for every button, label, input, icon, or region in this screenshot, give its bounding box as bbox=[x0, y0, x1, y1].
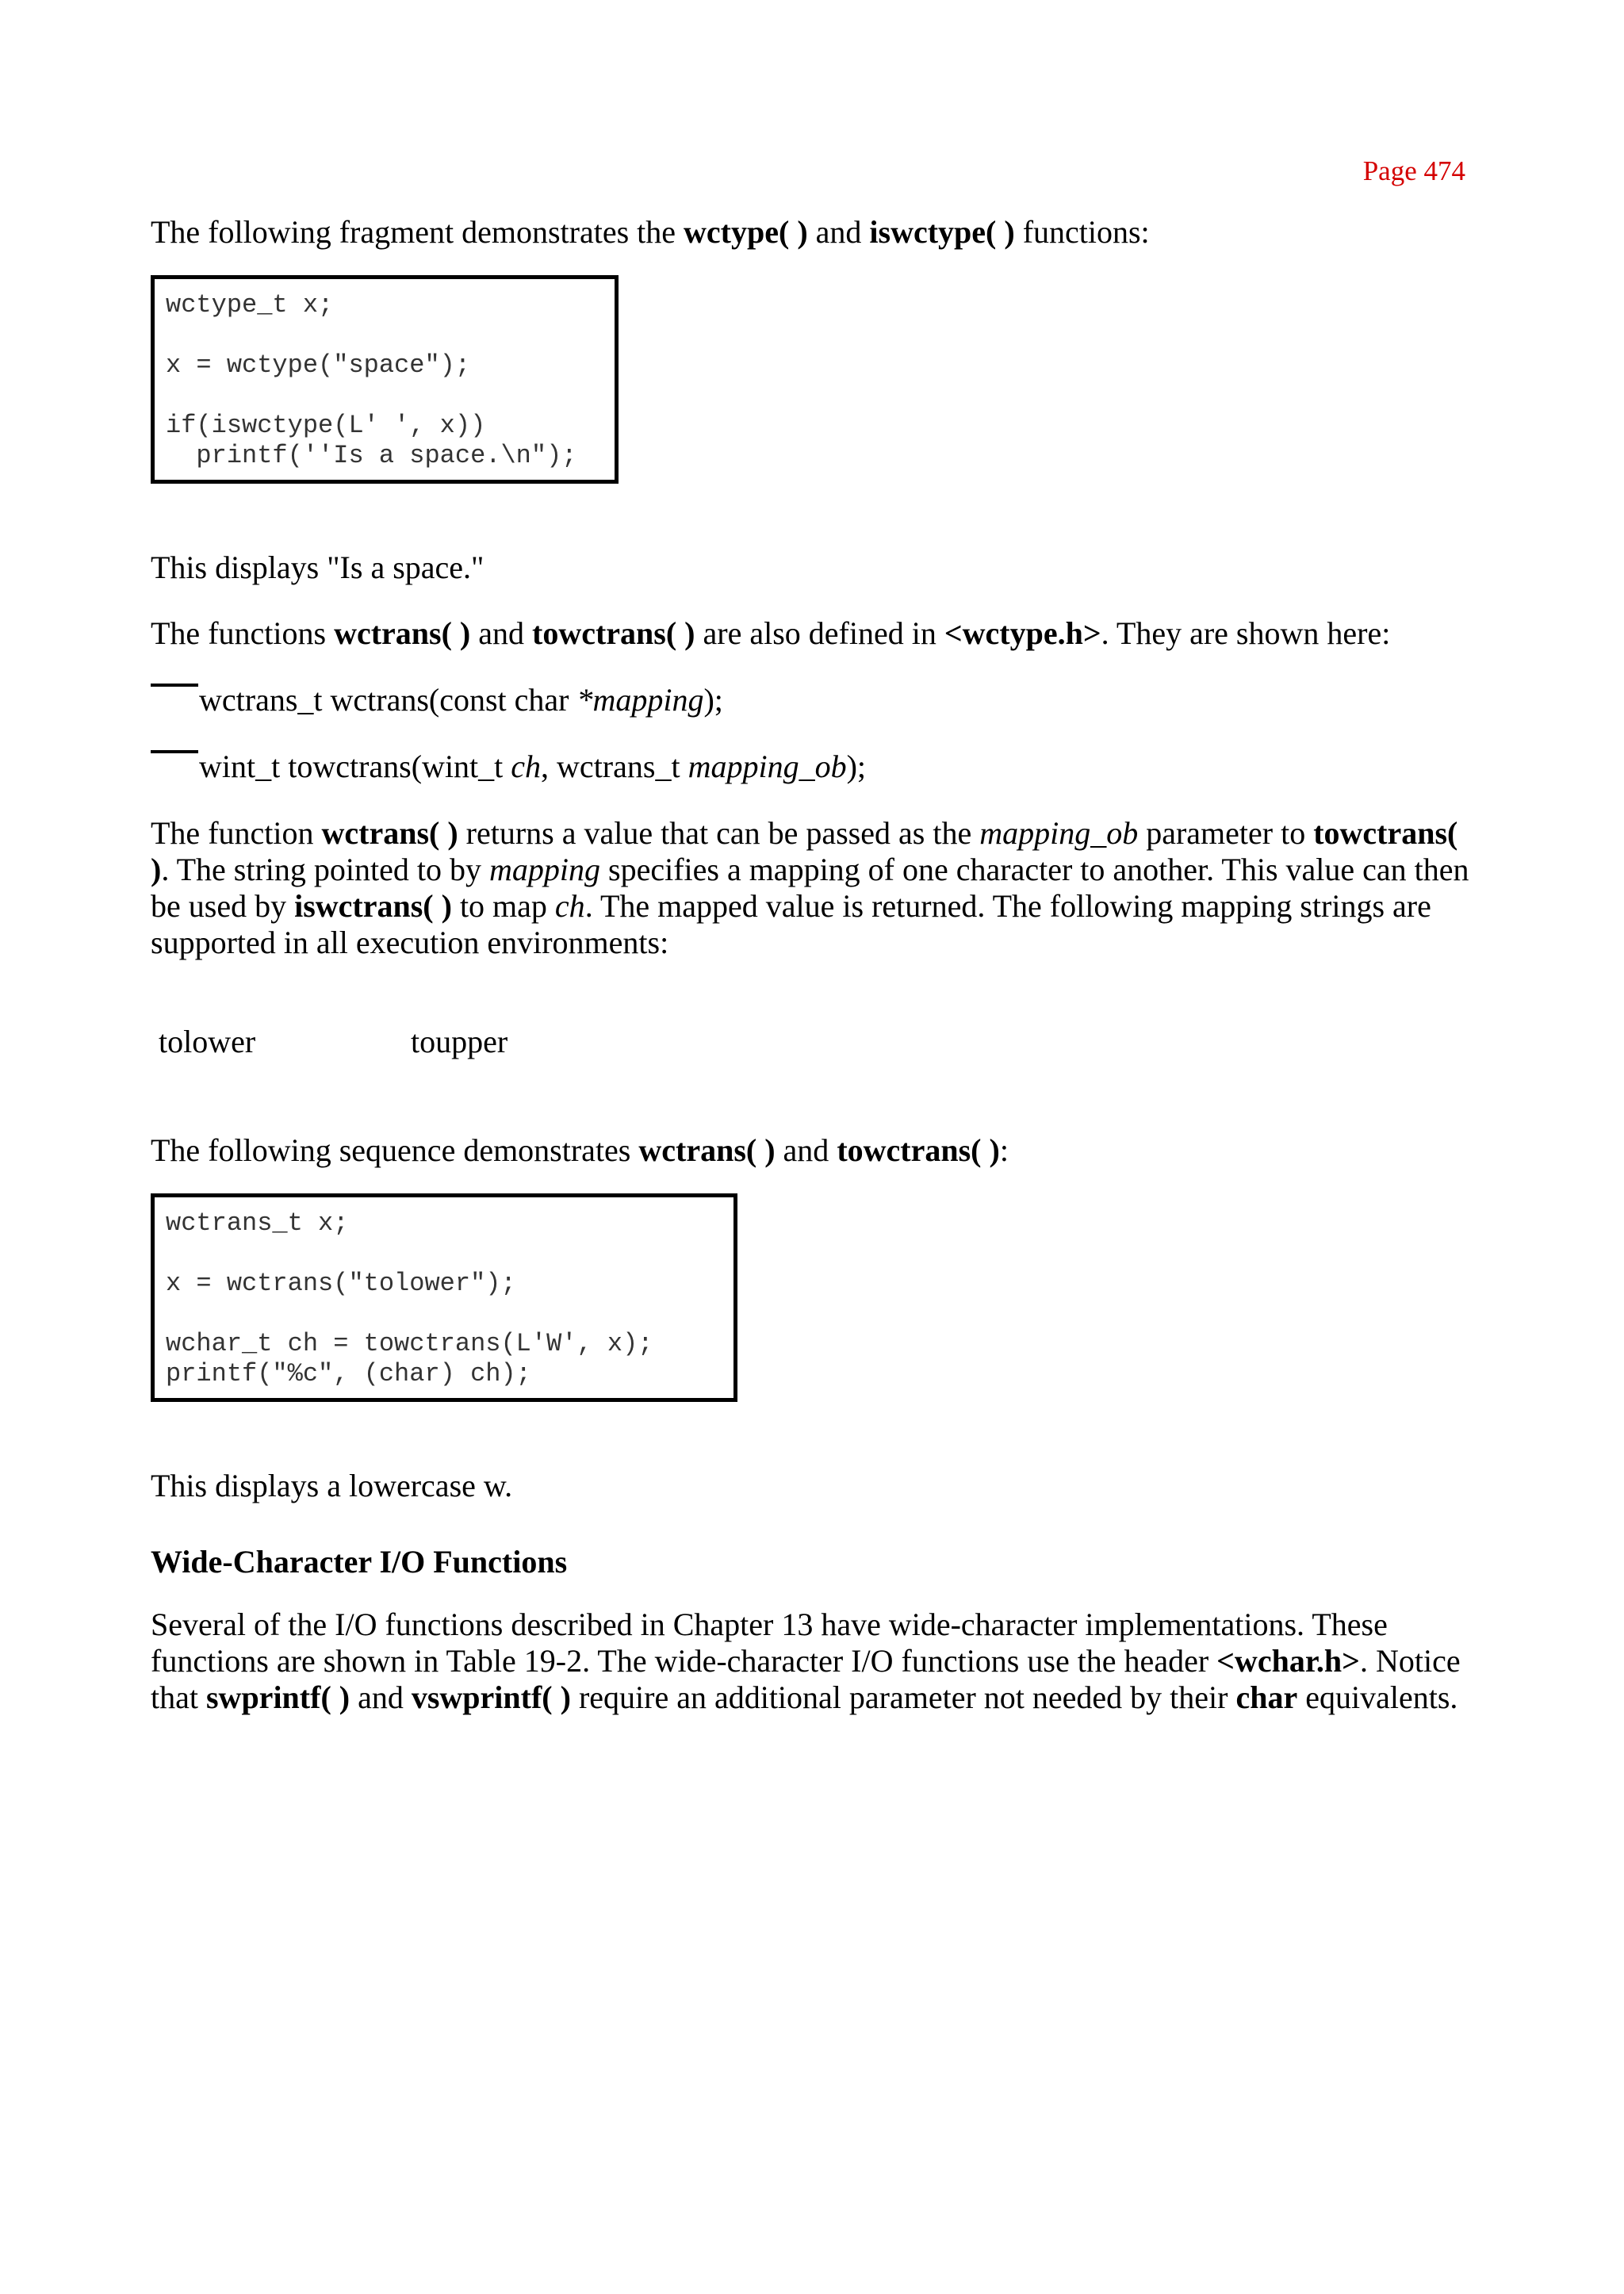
section-body-paragraph: Several of the I/O functions described in Chapter 13 have wide-character implementations. These functions are shown in Table 19-2. The wide-character I/O functions use the header <wchar.h>. Notice that swprintf( ) and vswprintf( ) require an additional parameter not needed by their char equivalents. bbox=[151, 1607, 1461, 1715]
function-name: wctrans( ) bbox=[334, 615, 471, 651]
header-name: <wctype.h> bbox=[944, 615, 1101, 651]
code-block-wctype bbox=[151, 275, 619, 484]
code-block-wctrans bbox=[151, 1193, 737, 1402]
function-name: iswctype( ) bbox=[869, 214, 1015, 250]
text: and bbox=[470, 615, 532, 651]
intro-paragraph bbox=[151, 214, 1483, 251]
function-name: towctrans( ) bbox=[532, 615, 695, 651]
code-line: printf("%c", (char) ch); bbox=[166, 1359, 531, 1388]
code-line: wctrans_t x; bbox=[166, 1208, 349, 1238]
description-paragraph: The function wctrans( ) returns a value that can be passed as the mapping_ob parameter to towctrans( ). The string pointed to by mapping specifies a mapping of one character to another. This value can then be used by iswctrans( ) to map ch. The mapped value is returned. The following mapping strings are supported in all execution environments: bbox=[151, 815, 1469, 960]
prototype-marker bbox=[151, 750, 198, 753]
section-heading: Wide-Character I/O Functions bbox=[151, 1544, 568, 1580]
function-name: wctype( ) bbox=[684, 214, 808, 250]
mapping-string-toupper: toupper bbox=[411, 1024, 508, 1059]
mapping-string-tolower: tolower bbox=[159, 1024, 256, 1059]
code-line bbox=[166, 1239, 724, 1269]
intro-text: and bbox=[807, 214, 870, 250]
prototype-text: wctrans_t wctrans(const char *mapping); bbox=[199, 682, 723, 718]
prototype-text: wint_t towctrans(wint_t ch, wctrans_t mapping_ob); bbox=[199, 749, 866, 784]
display-result-2: This displays a lowercase w. bbox=[151, 1468, 513, 1503]
code-line bbox=[166, 1299, 724, 1329]
functions-intro-paragraph bbox=[151, 615, 1483, 652]
display-result-1: This displays "Is a space." bbox=[151, 550, 485, 585]
code-line bbox=[166, 320, 605, 350]
code-line: wctype_t x; bbox=[166, 290, 334, 320]
intro-text: The following fragment demonstrates the bbox=[151, 214, 684, 250]
code-line: wchar_t ch = towctrans(L'W', x); bbox=[166, 1329, 653, 1358]
prototype-towctrans bbox=[151, 749, 866, 785]
code-line: printf(''Is a space.\n"); bbox=[166, 441, 577, 470]
code-line: x = wctype("space"); bbox=[166, 350, 471, 380]
prototype-marker bbox=[151, 684, 198, 687]
page-number: Page 474 bbox=[1362, 155, 1465, 186]
text: are also defined in bbox=[695, 615, 944, 651]
sequence-intro-paragraph: The following sequence demonstrates wctrans( ) and towctrans( ): bbox=[151, 1132, 1009, 1168]
prototype-wctrans bbox=[151, 682, 723, 718]
text: . They are shown here: bbox=[1101, 615, 1391, 651]
intro-text: functions: bbox=[1014, 214, 1150, 250]
code-line: x = wctrans("tolower"); bbox=[166, 1269, 516, 1298]
code-line bbox=[166, 381, 605, 411]
code-line: if(iswctype(L' ', x)) bbox=[166, 411, 486, 440]
text: The functions bbox=[151, 615, 335, 651]
